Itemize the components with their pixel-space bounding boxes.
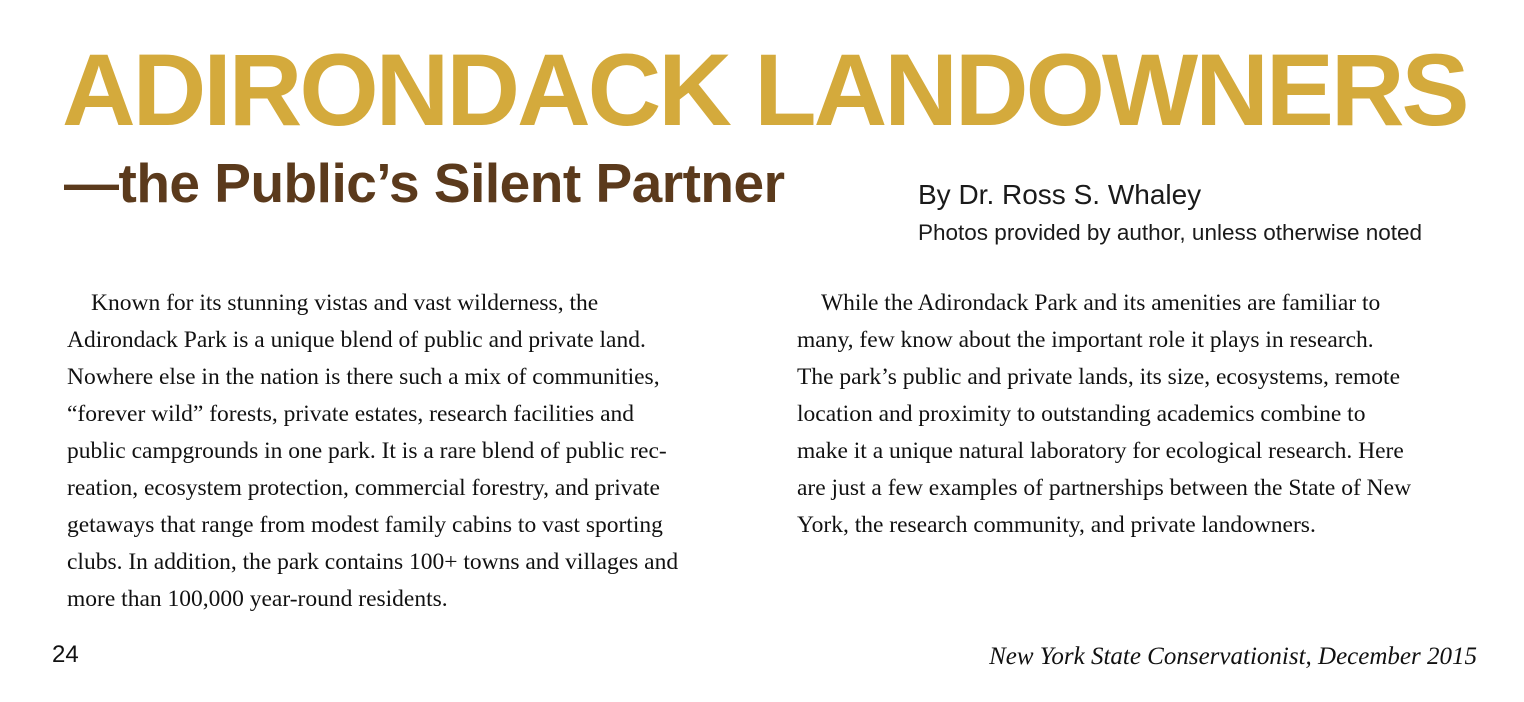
publication-credit: New York State Conservationist, December 2015 [989,643,1477,670]
text-line: getaways that range from modest family cabins to vast sporting [67,512,663,538]
text-line: York, the research community, and private landowners. [797,512,1316,538]
text-line: public campgrounds in one park. It is a rare blend of public rec- [67,438,667,464]
text-line: Adirondack Park is a unique blend of public and private land. [67,327,646,353]
text-line: While the Adirondack Park and its amenities are familiar to [821,290,1381,316]
text-line: location and proximity to outstanding academics combine to [797,401,1366,427]
text-line: Known for its stunning vistas and vast wilderness, the [91,290,599,316]
text-line: more than 100,000 year-round residents. [67,586,448,612]
text-line: The park’s public and private lands, its size, ecosystems, remote [797,364,1401,390]
text-line: make it a unique natural laboratory for ecological research. Here [797,438,1404,464]
text-line: reation, ecosystem protection, commercial forestry, and private [67,475,660,501]
text-line: “forever wild” forests, private estates, research facilities and [67,401,634,427]
photo-credit: Photos provided by author, unless otherwise noted [918,220,1423,245]
page-number: 24 [52,641,79,668]
text-line: many, few know about the important role it plays in research. [797,327,1374,353]
body-column-left [67,285,757,618]
article-headline: ADIRONDACK LANDOWNERS [62,33,1467,147]
body-column-right [797,285,1487,544]
text-line: are just a few examples of partnerships between the State of New [797,475,1412,501]
author-byline: By Dr. Ross S. Whaley [918,179,1202,210]
text-line: Nowhere else in the nation is there such a mix of communities, [67,364,660,390]
text-line: clubs. In addition, the park contains 100+ towns and villages and [67,549,679,575]
article-subhead: —the Public’s Silent Partner [64,152,785,214]
